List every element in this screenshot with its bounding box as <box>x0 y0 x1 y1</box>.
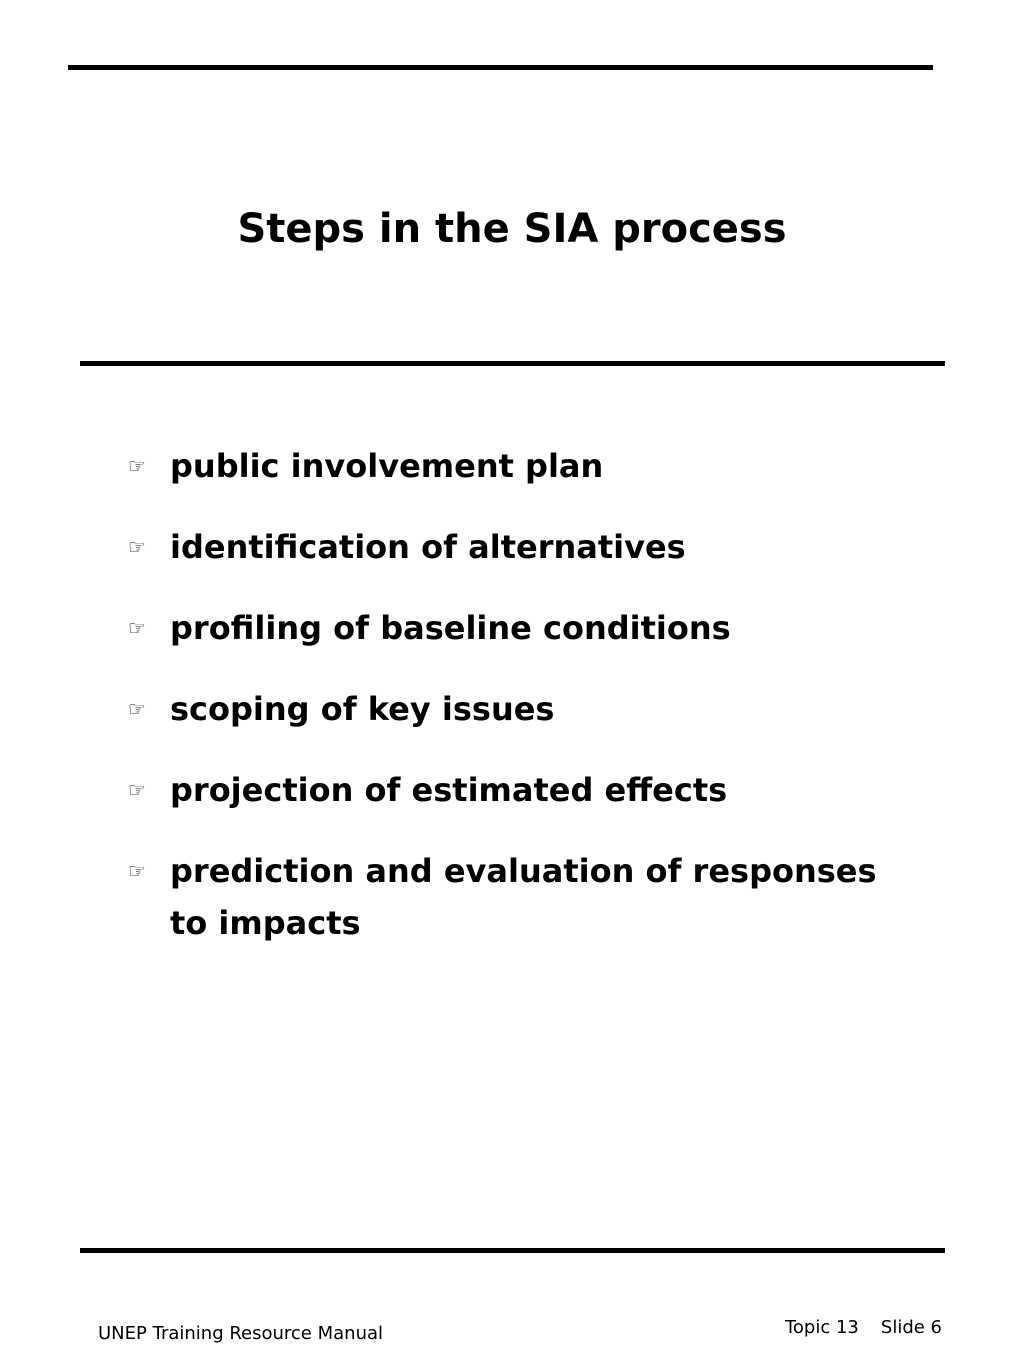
bullet-text: projection of estimated effects <box>170 771 728 809</box>
bullet-text: profiling of baseline conditions <box>170 609 731 647</box>
list-item <box>120 521 920 573</box>
footer-manual-name: UNEP Training Resource Manual <box>98 1323 384 1344</box>
pointing-hand-icon: ☞ <box>128 454 146 478</box>
footer-divider <box>80 1248 945 1253</box>
footer-slide-info <box>785 1316 942 1340</box>
title-divider <box>80 361 945 366</box>
list-item <box>120 602 920 654</box>
bullet-list <box>120 440 920 978</box>
list-item <box>120 440 920 492</box>
bullet-text: public involvement plan <box>170 447 604 485</box>
bullet-text: scoping of key issues <box>170 690 555 728</box>
footer-slide-number: Slide 6 <box>880 1317 942 1338</box>
pointing-hand-icon: ☞ <box>128 697 146 721</box>
pointing-hand-icon: ☞ <box>128 616 146 640</box>
pointing-hand-icon: ☞ <box>128 778 146 802</box>
pointing-hand-icon: ☞ <box>128 535 146 559</box>
bullet-text: identification of alternatives <box>170 528 686 566</box>
pointing-hand-icon: ☞ <box>128 859 146 883</box>
list-item <box>120 845 920 949</box>
list-item <box>120 764 920 816</box>
bullet-text: prediction and evaluation of responses to impacts <box>170 852 877 942</box>
top-divider <box>68 65 933 70</box>
list-item <box>120 683 920 735</box>
footer-topic: Topic 13 <box>784 1317 859 1338</box>
slide-title: Steps in the SIA process <box>237 206 787 252</box>
